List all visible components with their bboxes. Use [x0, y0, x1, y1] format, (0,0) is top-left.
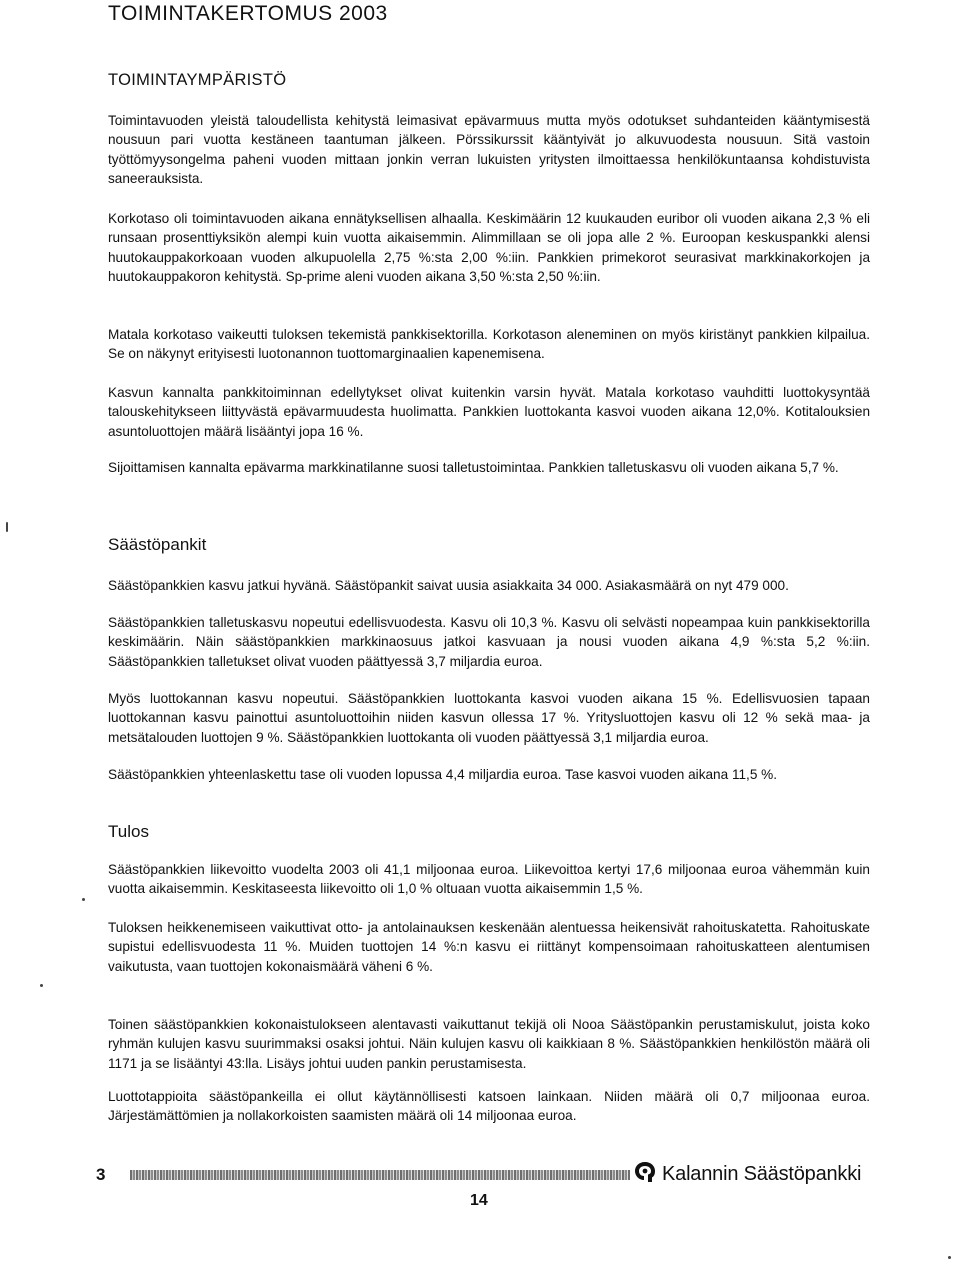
scan-artifact [40, 984, 43, 987]
paragraph: Toimintavuoden yleistä taloudellista kehitystä leimasivat epävarmuus mutta myös odotukset suhdanteiden kääntymisestä nousuun pari vuotta kestäneen taantuman jälkeen. Pörssikurssit kääntyivät jo alkuvuodesta nousuun. Sitä vastoin työttömyysongelma paheni vuoden mittaan jonkin verran lukuisten yritysten ilmoittaessa henkilökuntaansa kohdistuvista saneerauksista. [108, 113, 870, 187]
section-heading-saastopankit: Säästöpankit [108, 535, 207, 554]
paragraph: Säästöpankkien liikevoitto vuodelta 2003 oli 41,1 miljoonaa euroa. Liikevoittoa kertyi 17,6 miljoonaa euroa vähemmän kuin vuotta aikaisemmin. Keskitaseesta liikevoitto oli 1,0 % oltuaan vuotta aikaisemmin 1,5 %. [108, 862, 870, 897]
footer-logo [632, 1160, 861, 1189]
paragraph: Säästöpankkien yhteenlaskettu tase oli vuoden lopussa 4,4 miljardia euroa. Tase kasvoi vuoden aikana 11,5 %. [108, 767, 778, 782]
section-heading-toimintaymparisto: TOIMINTAYMPÄRISTÖ [108, 71, 287, 89]
scan-artifact [948, 1256, 951, 1259]
scan-artifact [82, 898, 85, 901]
paragraph: Säästöpankkien kasvu jatkui hyvänä. Säästöpankit saivat uusia asiakkaita 34 000. Asiakasmäärä on nyt 479 000. [108, 578, 789, 593]
paragraph: Korkotaso oli toimintavuoden aikana ennätyksellisen alhaalla. Keskimäärin 12 kuukauden euribor oli vuoden aikana 2,3 % eli runsaan prosenttiyksikön alempi kuin vuotta aikaisemmin. Alimmillaan se oli jopa alle 2 %. Euroopan keskuspankki alensi huutokauppakorkoaan vuoden alkupuolella 2,75 %:sta 2,00 %:iin. Pankkien primekorot seurasivat markkinakorkojen ja huutokauppakoron kehitystä. Sp-prime aleni vuoden aikana 3,50 %:sta 2,50 %:iin. [108, 211, 870, 285]
footer-decorative-bar [130, 1170, 630, 1180]
paragraph: Matala korkotaso vaikeutti tuloksen tekemistä pankkisektorilla. Korkotason aleneminen on myös kiristänyt pankkien kilpailua. Se on näkynyt erityisesti luotonannon tuottomarginaalien kapenemisena. [108, 327, 870, 362]
document-title: TOIMINTAKERTOMUS 2003 [108, 2, 388, 25]
page-number: 14 [470, 1192, 488, 1209]
paragraph: Säästöpankkien talletuskasvu nopeutui edellisvuodesta. Kasvu oli 10,3 %. Kasvu oli selvästi nopeampaa kuin pankkisektorilla keskimäärin. Näin säästöpankkien markkinaosuus jatkoi kasvuaan ja nousi vuoden aikana 4,9 %:sta 5,2 %:iin. Säästöpankkien talletukset olivat vuoden päättyessä 3,7 miljardia euroa. [108, 615, 870, 669]
footer-section-number: 3 [96, 1165, 106, 1184]
paragraph: Toinen säästöpankkien kokonaistulokseen alentavasti vaikuttanut tekijä oli Nooa Säästöpankin perustamiskulut, joista koko ryhmän kulujen kasvu suurimmaksi osaksi johtui. Näin kulujen kasvu oli kaikkiaan 8 %. Säästöpankkien henkilöstön määrä oli 1171 ja se lisääntyi 43:lla. Lisäys johtui uuden pankin perustamisesta. [108, 1017, 870, 1071]
paragraph: Kasvun kannalta pankkitoiminnan edellytykset olivat kuitenkin varsin hyvät. Matala korkotaso vauhditti luottokysyntää talouskehitykseen liittyvästä epävarmuudesta huolimatta. Pankkien luottokanta kasvoi vuoden aikana 12,0%. Kotitalouksien asuntoluottojen määrä lisääntyi jopa 16 %. [108, 385, 870, 439]
paragraph: Sijoittamisen kannalta epävarma markkinatilanne suosi talletustoimintaa. Pankkien talletuskasvu oli vuoden aikana 5,7 %. [108, 460, 839, 475]
savings-bank-squirrel-icon [632, 1160, 658, 1189]
paragraph: Luottotappioita säästöpankeilla ei ollut käytännöllisesti katsoen lainkaan. Niiden määrä oli 0,7 miljoonaa euroa. Järjestämättömien ja nollakorkoisten saamisten määrä oli 14 miljoonaa euroa. [108, 1089, 870, 1124]
scan-artifact [6, 522, 8, 532]
section-heading-tulos: Tulos [108, 822, 149, 841]
paragraph: Myös luottokannan kasvu nopeutui. Säästöpankkien luottokanta kasvoi vuoden aikana 15 %. Edellisvuosien tapaan luottokannan kasvu painottui asuntoluottoihin niiden kasvun ollessa 17 %. Yritysluottojen kasvu oli 12 % sekä maa- ja metsätalouden luottojen 9 %. Säästöpankkien luottokanta oli vuoden päättyessä 3,1 miljardia euroa. [108, 691, 870, 745]
footer-brand-name: Kalannin Säästöpankki [662, 1163, 862, 1185]
paragraph: Tuloksen heikkenemiseen vaikuttivat otto- ja antolainauksen keskenään alentuessa heikensivät rahoituskatetta. Rahoituskate supistui edellisvuodesta 11 %. Muiden tuottojen 14 %:n kasvu ei riittänyt kompensoimaan rahoituskatteen alentumisen vaikutusta, vaan tuottojen kokonaismäärä väheni 6 %. [108, 920, 870, 974]
